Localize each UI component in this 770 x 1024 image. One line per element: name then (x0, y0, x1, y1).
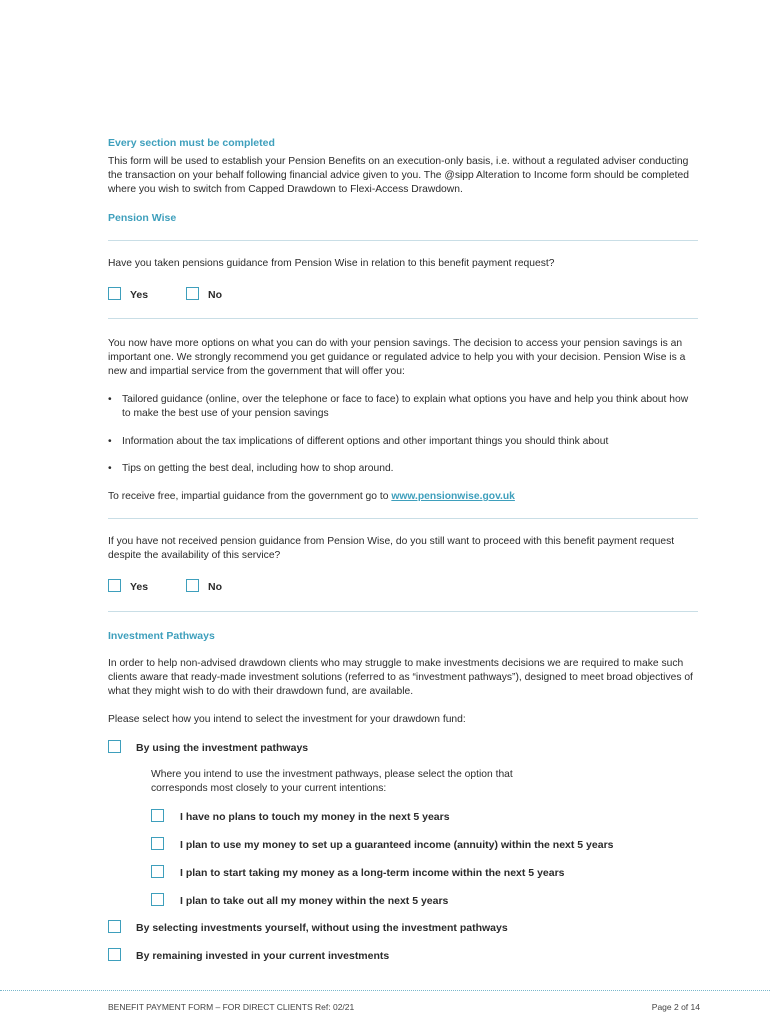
sub-option-checkbox-4[interactable] (151, 893, 164, 906)
investment-pathways-heading: Investment Pathways (108, 630, 215, 642)
divider (108, 318, 698, 319)
q1-no-label: No (208, 289, 222, 301)
guidance-link-line (108, 490, 698, 504)
investment-intro: In order to help non-advised drawdown clients who may struggle to make investments decisions we are required to make such clients aware that ready-made investment solutions (referred to as “investment pathways”), designed to meet broad objectives of what they might wish to do with their drawdown fund, are available. (108, 658, 693, 697)
bullet-icon: • (108, 394, 112, 405)
sub-option-checkbox-2[interactable] (151, 837, 164, 850)
divider (108, 518, 698, 519)
option-remain-checkbox[interactable] (108, 948, 121, 961)
footer-divider (0, 990, 770, 991)
guidance-text: To receive free, impartial guidance from the government go to (108, 491, 389, 502)
footer-form-ref: BENEFIT PAYMENT FORM – FOR DIRECT CLIENTS Ref: 02/21 (108, 1002, 355, 1012)
q1-yes-checkbox[interactable] (108, 287, 121, 300)
question-pension-guidance: Have you taken pensions guidance from Pension Wise in relation to this benefit payment request? (108, 258, 555, 269)
bullet-text: Tailored guidance (online, over the telephone or face to face) to explain what options you have and help you think about how to make the best use of your pension savings (122, 394, 689, 419)
sub-option-label-1: I have no plans to touch my money in the next 5 years (180, 811, 450, 823)
sub-option-label-2: I plan to use my money to set up a guaranteed income (annuity) within the next 5 years (180, 839, 614, 851)
bullet-text: Tips on getting the best deal, including how to shop around. (122, 463, 394, 474)
q2-no-checkbox[interactable] (186, 579, 199, 592)
pension-wise-heading: Pension Wise (108, 212, 177, 224)
sub-option-label-4: I plan to take out all my money within the next 5 years (180, 895, 449, 907)
q2-yes-label: Yes (130, 581, 149, 593)
pathways-note: Where you intend to use the investment pathways, please select the option that corresponds most closely to your current intentions: (151, 769, 513, 794)
option-remain-label: By remaining invested in your current investments (136, 950, 390, 962)
q1-no-checkbox[interactable] (186, 287, 199, 300)
q2-no-label: No (208, 581, 222, 593)
footer-page-number: Page 2 of 14 (651, 1002, 700, 1012)
pension-options-info: You now have more options on what you can do with your pension savings. The decision to access your pension savings is an important one. We strongly recommend you get guidance or regulated advice to help you with your decision. Pension Wise is a new and impartial service from the government that will offer you: (108, 338, 686, 377)
bullet-icon: • (108, 436, 112, 447)
q2-yes-checkbox[interactable] (108, 579, 121, 592)
bullet-icon: • (108, 463, 112, 474)
option-pathways-label: By using the investment pathways (136, 742, 309, 754)
intro-paragraph: This form will be used to establish your Pension Benefits on an execution-only basis, i.e. without a regulated adviser conducting the transaction on your behalf following financial advice given to you. The @sipp Alteration to Income form should be completed where you wish to switch from Capped Drawdown to Flexi-Access Drawdown. (108, 156, 689, 195)
sub-option-checkbox-1[interactable] (151, 809, 164, 822)
sub-option-checkbox-3[interactable] (151, 865, 164, 878)
sub-option-label-3: I plan to start taking my money as a long-term income within the next 5 years (180, 867, 565, 879)
divider (108, 611, 698, 612)
bullet-text: Information about the tax implications of different options and other important things you should think about (122, 436, 609, 447)
question-proceed: If you have not received pension guidance from Pension Wise, do you still want to proceed with this benefit payment request despite the availability of this service? (108, 536, 675, 561)
pensionwise-link[interactable]: www.pensionwise.gov.uk (391, 491, 515, 502)
select-prompt: Please select how you intend to select the investment for your drawdown fund: (108, 714, 466, 725)
option-pathways-checkbox[interactable] (108, 740, 121, 753)
divider (108, 240, 698, 241)
option-self-checkbox[interactable] (108, 920, 121, 933)
option-self-label: By selecting investments yourself, without using the investment pathways (136, 922, 508, 934)
section-heading: Every section must be completed (108, 137, 275, 149)
q1-yes-label: Yes (130, 289, 149, 301)
